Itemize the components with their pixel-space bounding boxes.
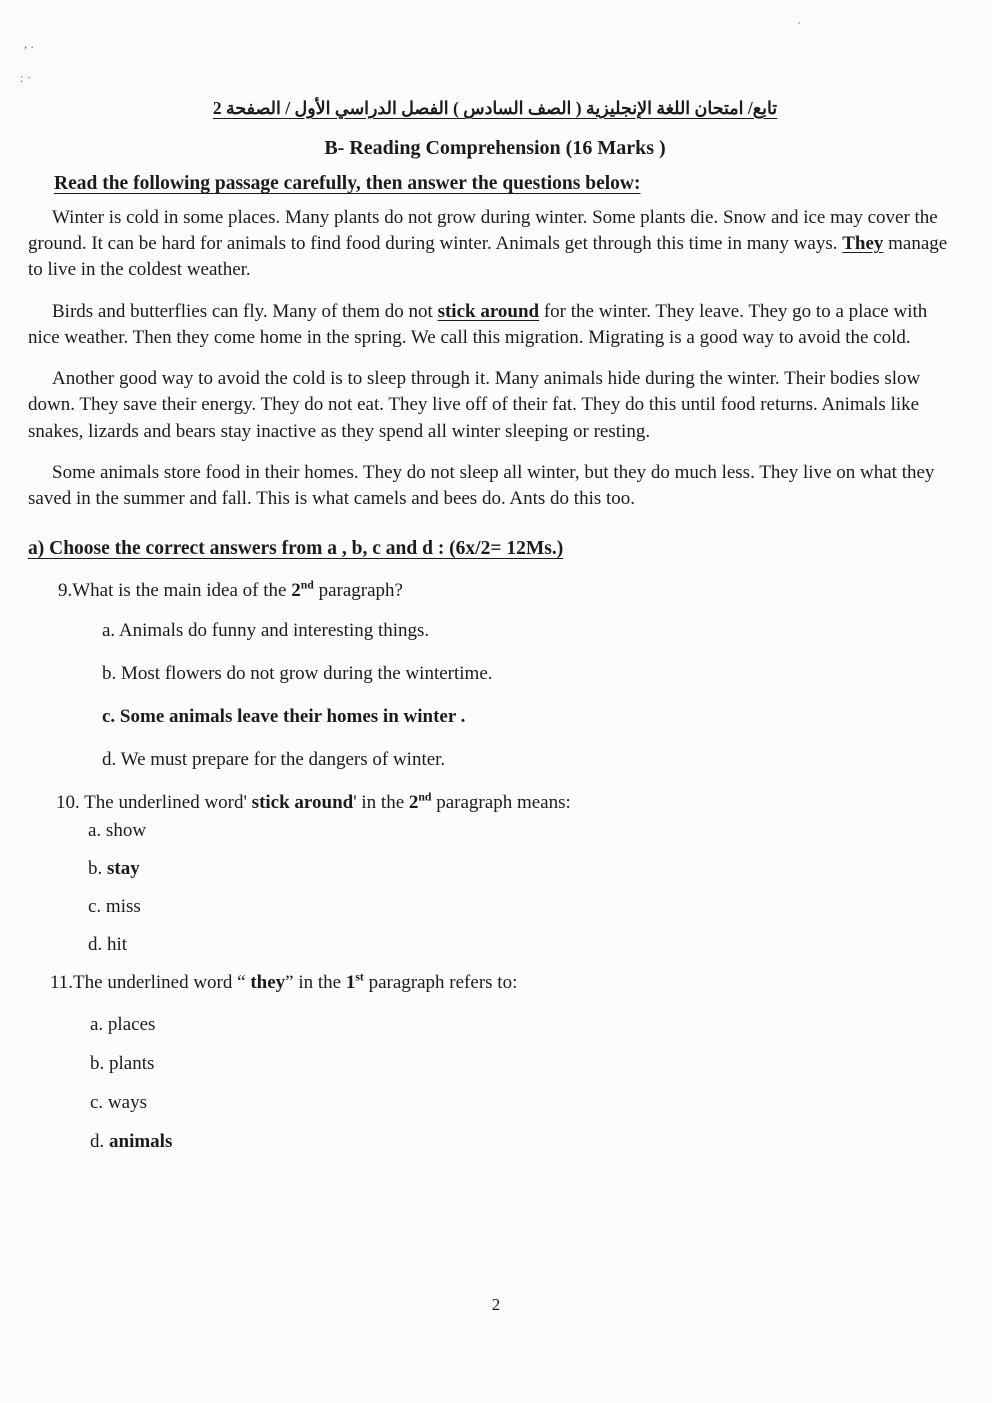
- question-10-stem: 10. The underlined word' stick around' in the 2nd paragraph means:: [56, 790, 571, 814]
- reading-passage: [28, 205, 962, 512]
- question-10-options: [28, 820, 962, 956]
- question-9-option-b: b. Most flowers do not grow during the wintertime.: [102, 663, 493, 685]
- exam-header-arabic: تابع/ امتحان اللغة الإنجليزية ( الصف السادس ) الفصل الدراسي الأول / الصفحة 2: [212, 98, 778, 118]
- question-9: [28, 580, 962, 771]
- question-9-stem: 9.What is the main idea of the 2nd paragraph?: [58, 578, 403, 602]
- reading-instruction: Read the following passage carefully, then answer the questions below:: [54, 173, 641, 194]
- question-11-option-a: a. places: [90, 1014, 156, 1036]
- question-10: [28, 792, 962, 956]
- passage-paragraph-1: Winter is cold in some places. Many plants do not grow during winter. Some plants die. Snow and ice may cover the ground. It can be hard for animals to find food during winter. Animals get through this time in many ways. They manage to live in the coldest weather.: [28, 207, 948, 281]
- question-9-option-a: a. Animals do funny and interesting things.: [102, 620, 430, 642]
- scan-artifact: ': [798, 20, 800, 32]
- question-10-option-c: c. miss: [88, 896, 141, 918]
- question-9-options: [28, 620, 962, 771]
- question-11-options: [28, 1014, 962, 1153]
- mcq-section-header: a) Choose the correct answers from a , b, c and d : (6x/2= 12Ms.): [28, 538, 564, 560]
- question-9-option-d: d. We must prepare for the dangers of winter.: [102, 749, 446, 771]
- question-11-option-c: c. ways: [90, 1092, 147, 1114]
- scan-artifact: : ·: [20, 70, 32, 85]
- scan-artifact: , .: [24, 36, 34, 51]
- question-11-option-b: b. plants: [90, 1053, 155, 1075]
- question-10-option-b: b. stay: [88, 858, 140, 880]
- question-11-stem: 11.The underlined word “ they” in the 1st paragraph refers to:: [50, 970, 518, 994]
- page-number: 2: [491, 1295, 501, 1314]
- passage-paragraph-4: Some animals store food in their homes. They do not sleep all winter, but they do much less. They live on what they saved in the summer and fall. This is what camels and bees do. Ants do this too.: [28, 461, 935, 509]
- question-9-option-c: c. Some animals leave their homes in winter .: [102, 706, 466, 728]
- question-11: [28, 972, 962, 1153]
- question-10-option-a: a. show: [88, 820, 147, 842]
- passage-paragraph-3: Another good way to avoid the cold is to sleep through it. Many animals hide during the winter. Their bodies slow down. They save their energy. They do not eat. They live off of their fat. They do this until food returns. Animals like snakes, lizards and bears stay inactive as they spend all winter sleeping or resting.: [28, 368, 921, 442]
- question-10-option-d: d. hit: [88, 934, 128, 956]
- section-title: B- Reading Comprehension (16 Marks ): [324, 137, 666, 159]
- question-11-option-d: d. animals: [90, 1131, 173, 1153]
- passage-paragraph-2: Birds and butterflies can fly. Many of them do not stick around for the winter. They leave. They go to a place with nice weather. Then they come home in the spring. We call this migration. Migrating is a good way to avoid the cold.: [28, 300, 928, 348]
